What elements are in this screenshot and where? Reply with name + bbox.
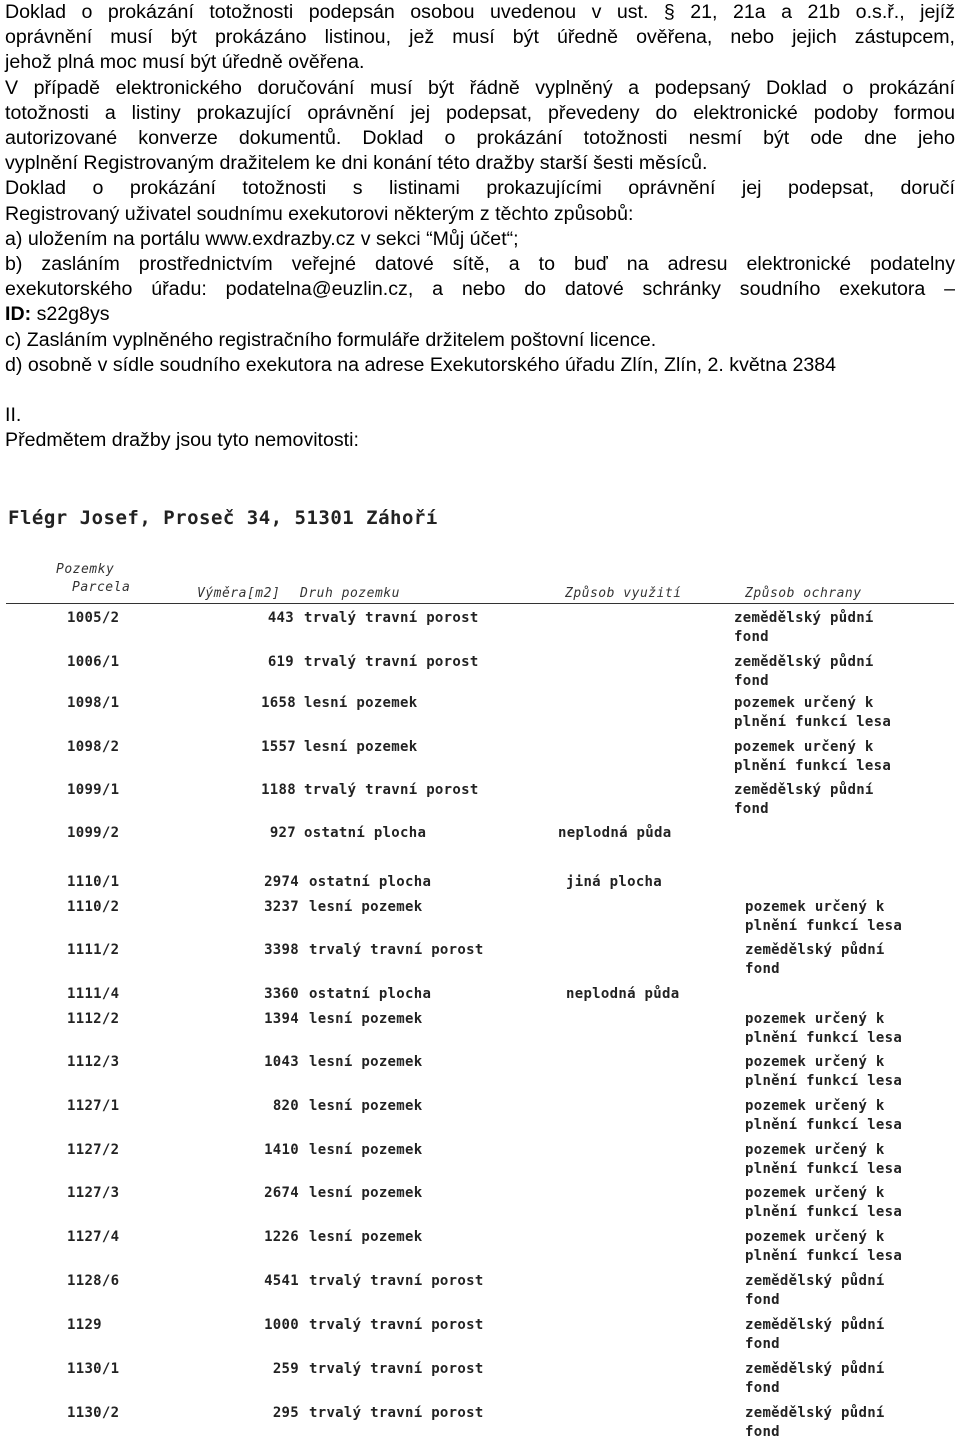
cell-vymera: 619 bbox=[267, 654, 294, 670]
cell-parcela: 1111/2 bbox=[67, 942, 120, 958]
list-item-a: a) uložením na portálu www.exdrazby.cz v sekci “Můj účet“; bbox=[5, 227, 519, 250]
cell-druh: trvalý travní porost bbox=[304, 782, 479, 798]
cell-druh: lesní pozemek bbox=[309, 899, 423, 915]
cell-vyuziti: jiná plocha bbox=[566, 874, 663, 890]
cell-vyuziti: neplodná půda bbox=[558, 825, 672, 841]
cell-parcela: 1130/2 bbox=[67, 1405, 120, 1421]
list-item-b-line: b) zasláním prostřednictvím veřejné datové sítě, a to buď na adresu elektronické podatelny bbox=[5, 253, 955, 276]
cell-ochrana: pozemek určený k bbox=[745, 899, 885, 915]
cell-druh: ostatní plocha bbox=[304, 825, 427, 841]
cell-ochrana: pozemek určený k bbox=[745, 1142, 885, 1158]
cell-druh: trvalý travní porost bbox=[309, 1273, 484, 1289]
data-box-id bbox=[5, 302, 955, 327]
cell-druh: trvalý travní porost bbox=[309, 1405, 484, 1421]
paragraph-line: jehož plná moc musí být úředně ověřena. bbox=[5, 51, 365, 74]
cell-ochrana-cont: plnění funkcí lesa bbox=[745, 1073, 903, 1089]
cell-ochrana: zemědělský půdní bbox=[734, 782, 874, 798]
cell-parcela: 1127/4 bbox=[67, 1229, 120, 1245]
paragraph-line: V případě elektronického doručování musí být řádně vyplněný a podepsaný Doklad o prokázání bbox=[5, 76, 955, 99]
cell-druh: lesní pozemek bbox=[309, 1185, 423, 1201]
cell-ochrana: pozemek určený k bbox=[745, 1229, 885, 1245]
section-number: II. bbox=[5, 404, 22, 427]
cell-parcela: 1111/4 bbox=[67, 986, 120, 1002]
cell-ochrana: zemědělský půdní bbox=[745, 1361, 885, 1377]
cell-ochrana: zemědělský půdní bbox=[745, 1317, 885, 1333]
cell-ochrana: zemědělský půdní bbox=[745, 1405, 885, 1421]
cell-vyuziti: neplodná půda bbox=[566, 986, 680, 1002]
cell-druh: trvalý travní porost bbox=[304, 654, 479, 670]
cell-ochrana-cont: plnění funkcí lesa bbox=[745, 1248, 903, 1264]
cell-druh: lesní pozemek bbox=[304, 695, 418, 711]
cell-vymera: 1410 bbox=[264, 1142, 299, 1158]
cell-parcela: 1099/1 bbox=[67, 782, 120, 798]
cell-vymera: 3237 bbox=[264, 899, 299, 915]
cell-druh: lesní pozemek bbox=[304, 739, 418, 755]
cell-ochrana-cont: plnění funkcí lesa bbox=[745, 1204, 903, 1220]
cell-ochrana: pozemek určený k bbox=[734, 739, 874, 755]
cell-ochrana: pozemek určený k bbox=[745, 1011, 885, 1027]
cell-parcela: 1127/3 bbox=[67, 1185, 120, 1201]
cell-vymera: 2674 bbox=[264, 1185, 299, 1201]
paragraph-line: autorizované konverze dokumentů. Doklad o prokázání totožnosti nesmí být ode dne jeho bbox=[5, 127, 955, 150]
list-item-b-line: exekutorského úřadu: podatelna@euzlin.cz, a nebo do datové schránky soudního exekutora – bbox=[5, 278, 955, 301]
cell-ochrana-cont: fond bbox=[745, 1292, 780, 1308]
cell-vymera: 3398 bbox=[264, 942, 299, 958]
cell-ochrana: pozemek určený k bbox=[745, 1098, 885, 1114]
cell-vymera: 443 bbox=[267, 610, 294, 626]
cell-parcela: 1112/3 bbox=[67, 1054, 120, 1070]
paragraph-line: Registrovaný uživatel soudnímu exekutorovi některým z těchto způsobů: bbox=[5, 202, 634, 225]
document-text bbox=[5, 0, 955, 453]
cell-ochrana: zemědělský půdní bbox=[734, 610, 874, 626]
cell-ochrana-cont: fond bbox=[734, 801, 769, 817]
cell-ochrana-cont: fond bbox=[745, 1380, 780, 1396]
header-vymera: Výměra[m2] bbox=[197, 586, 281, 601]
cell-ochrana: zemědělský půdní bbox=[734, 654, 874, 670]
list-item-c: c) Zasláním vyplněného registračního formuláře držitelem poštovní licence. bbox=[5, 328, 657, 351]
cell-parcela: 1127/1 bbox=[67, 1098, 120, 1114]
cell-parcela: 1112/2 bbox=[67, 1011, 120, 1027]
cell-parcela: 1127/2 bbox=[67, 1142, 120, 1158]
cell-ochrana: zemědělský půdní bbox=[745, 942, 885, 958]
cell-parcela: 1098/1 bbox=[67, 695, 120, 711]
cell-ochrana-cont: fond bbox=[745, 1336, 780, 1352]
cell-vymera: 1226 bbox=[264, 1229, 299, 1245]
section-intro: Předmětem dražby jsou tyto nemovitosti: bbox=[5, 429, 359, 452]
paragraph-line: vyplnění Registrovaným dražitelem ke dni konání této dražby starší šesti měsíců. bbox=[5, 152, 708, 175]
cell-druh: trvalý travní porost bbox=[309, 1361, 484, 1377]
cell-ochrana-cont: plnění funkcí lesa bbox=[745, 1117, 903, 1133]
cell-druh: trvalý travní porost bbox=[309, 942, 484, 958]
cell-druh: ostatní plocha bbox=[309, 986, 432, 1002]
header-druh: Druh pozemku bbox=[300, 586, 400, 601]
cell-ochrana-cont: fond bbox=[734, 629, 769, 645]
header-rule bbox=[6, 603, 954, 604]
cell-vymera: 1000 bbox=[264, 1317, 299, 1333]
cell-ochrana: pozemek určený k bbox=[745, 1185, 885, 1201]
paragraph-line: oprávnění musí být prokázáno listinou, jež musí být úředně ověřena, nebo jejich zástupcem, bbox=[5, 26, 955, 49]
id-value: s22g8ys bbox=[31, 303, 110, 326]
paragraph-line: totožnosti a listiny prokazující oprávnění jej podepsat, převedeny do elektronické podoby formou bbox=[5, 101, 955, 124]
paragraph-line: Doklad o prokázání totožnosti podepsán osobou uvedenou v ust. § 21, 21a a 21b o.s.ř., jejíž bbox=[5, 1, 955, 23]
cell-vymera: 2974 bbox=[264, 874, 299, 890]
cell-vymera: 1658 bbox=[261, 695, 296, 711]
cell-ochrana-cont: plnění funkcí lesa bbox=[734, 714, 892, 730]
cell-parcela: 1129 bbox=[67, 1317, 102, 1333]
header-vyuziti: Způsob využití bbox=[565, 586, 682, 601]
cell-vymera: 259 bbox=[272, 1361, 299, 1377]
cell-druh: lesní pozemek bbox=[309, 1098, 423, 1114]
cell-ochrana-cont: plnění funkcí lesa bbox=[734, 758, 892, 774]
cell-vymera: 1043 bbox=[264, 1054, 299, 1070]
cell-ochrana-cont: plnění funkcí lesa bbox=[745, 918, 903, 934]
cell-ochrana: zemědělský půdní bbox=[745, 1273, 885, 1289]
cell-parcela: 1130/1 bbox=[67, 1361, 120, 1377]
list-item-d: d) osobně v sídle soudního exekutora na adrese Exekutorského úřadu Zlín, Zlín, 2. května 2384 bbox=[5, 353, 837, 376]
cell-vymera: 1557 bbox=[261, 739, 296, 755]
group-label: Pozemky bbox=[56, 562, 115, 577]
cell-parcela: 1006/1 bbox=[67, 654, 120, 670]
cell-parcela: 1099/2 bbox=[67, 825, 120, 841]
id-label: ID: bbox=[5, 303, 32, 326]
cell-druh: trvalý travní porost bbox=[309, 1317, 484, 1333]
cell-vymera: 927 bbox=[269, 825, 296, 841]
header-ochrana: Způsob ochrany bbox=[745, 586, 862, 601]
cell-parcela: 1110/1 bbox=[67, 874, 120, 890]
cell-druh: ostatní plocha bbox=[309, 874, 432, 890]
cell-parcela: 1128/6 bbox=[67, 1273, 120, 1289]
cell-vymera: 3360 bbox=[264, 986, 299, 1002]
cell-ochrana-cont: plnění funkcí lesa bbox=[745, 1161, 903, 1177]
cell-ochrana: pozemek určený k bbox=[745, 1054, 885, 1070]
cell-ochrana: pozemek určený k bbox=[734, 695, 874, 711]
cell-parcela: 1005/2 bbox=[67, 610, 120, 626]
paragraph-line: Doklad o prokázání totožnosti s listinami prokazujícími oprávnění jej podepsat, doručí bbox=[5, 177, 955, 200]
cell-vymera: 4541 bbox=[264, 1273, 299, 1289]
cell-druh: lesní pozemek bbox=[309, 1142, 423, 1158]
cell-druh: trvalý travní porost bbox=[304, 610, 479, 626]
cell-vymera: 1394 bbox=[264, 1011, 299, 1027]
cell-vymera: 820 bbox=[272, 1098, 299, 1114]
header-parcela: Parcela bbox=[72, 580, 131, 595]
cell-druh: lesní pozemek bbox=[309, 1229, 423, 1245]
cell-ochrana-cont: plnění funkcí lesa bbox=[745, 1030, 903, 1046]
owner-heading: Flégr Josef, Proseč 34, 51301 Záhoří bbox=[8, 507, 438, 529]
cell-vymera: 295 bbox=[272, 1405, 299, 1421]
cell-druh: lesní pozemek bbox=[309, 1054, 423, 1070]
cell-ochrana-cont: fond bbox=[745, 1424, 780, 1440]
cell-parcela: 1110/2 bbox=[67, 899, 120, 915]
cell-druh: lesní pozemek bbox=[309, 1011, 423, 1027]
cell-ochrana-cont: fond bbox=[734, 673, 769, 689]
cell-parcela: 1098/2 bbox=[67, 739, 120, 755]
cell-vymera: 1188 bbox=[261, 782, 296, 798]
cell-ochrana-cont: fond bbox=[745, 961, 780, 977]
